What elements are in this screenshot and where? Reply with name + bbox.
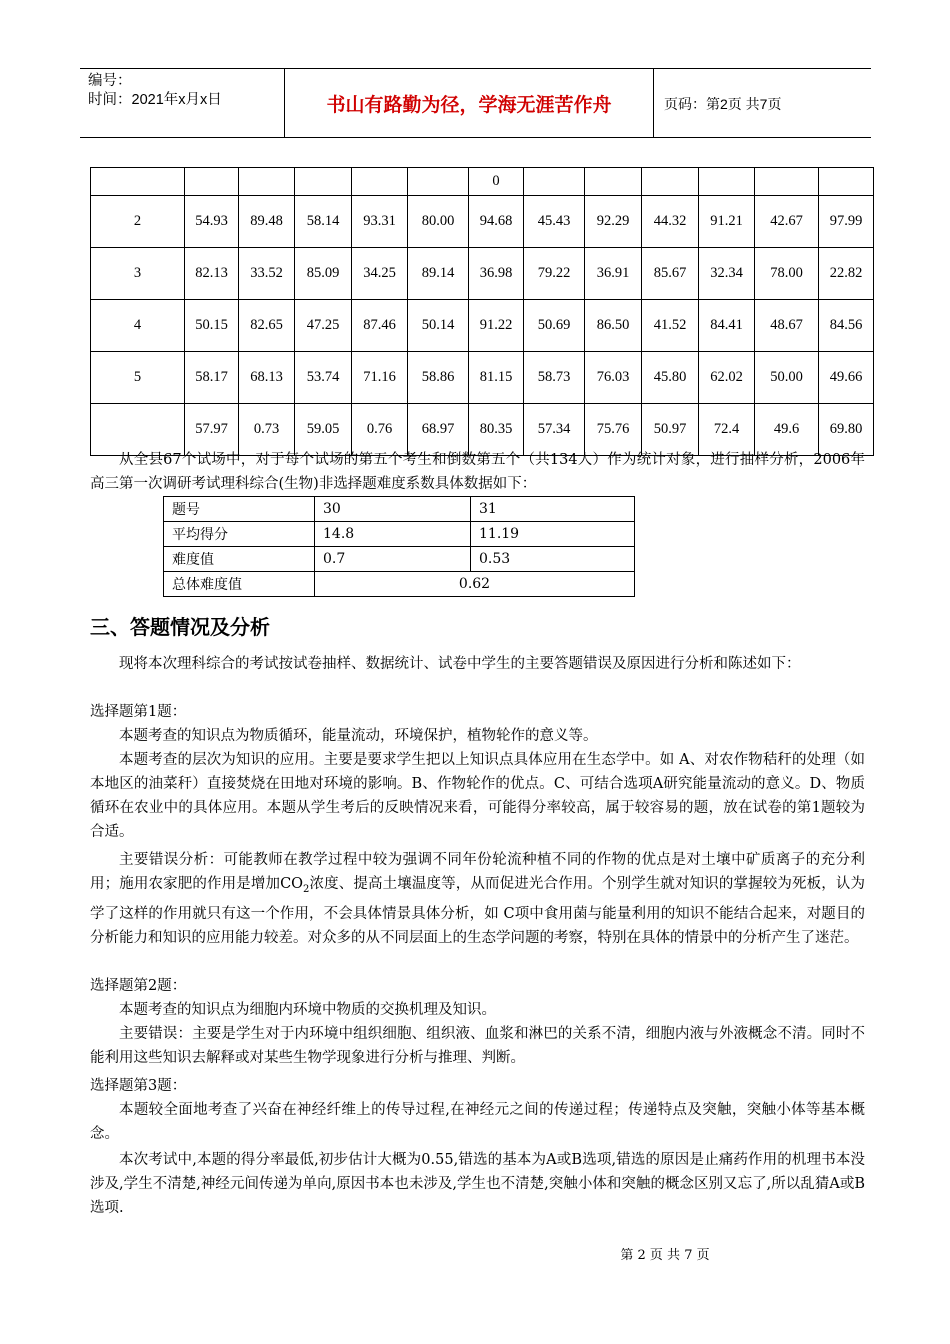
table-row [91,168,874,196]
table-cell: 58.17 [185,352,239,404]
table-cell: 57.97 [185,404,239,456]
table-row [164,497,635,522]
table-cell: 91.22 [469,300,524,352]
paragraph-part: 浓度、提高土壤温度等，从而促进光合作用。个别学生就对知识的掌握较为死板，认为学了这样的作用就只有这一个作用，不会具体情景具体分析，如 C项中食用菌与能量利用的知识不能结合起来，对题目的分析能力和知识的应用能力较差。对众多的从不同层面上的生态学问题的考察，特别在具体的情景中的分析产生了迷茫。 [90,876,865,946]
intro-paragraph: 从全县67个试场中，对于每个试场的第五个考生和倒数第五个（共134人）作为统计对象，进行抽样分析，2006年高三第一次调研考试理科综合(生物)非选择题难度系数具体数据如下： [90,452,865,492]
table-cell: 4 [91,300,185,352]
table-cell: 87.46 [352,300,408,352]
table-cell: 0 [469,168,524,196]
table-cell: 5 [91,352,185,404]
page-info: 页码：第2页 共7页 [664,96,782,112]
table-cell: 84.56 [819,300,874,352]
table-cell: 71.16 [352,352,408,404]
table-cell [699,168,755,196]
table-cell: 97.99 [819,196,874,248]
table-cell: 93.31 [352,196,408,248]
table-cell: 68.13 [239,352,295,404]
overall-difficulty-value: 0.62 [315,572,635,597]
paragraph: 本题较全面地考查了兴奋在神经纤维上的传导过程,在神经元之间的传递过程；传递特点及突触，突触小体等基本概念。 [90,1102,865,1142]
table-cell: 85.09 [295,248,352,300]
table-cell: 59.05 [295,404,352,456]
table-cell: 31 [471,497,635,522]
table-cell [755,168,819,196]
table-cell: 0.73 [239,404,295,456]
table-cell: 58.86 [408,352,469,404]
header-left-cell [80,69,285,137]
table-cell [585,168,642,196]
table-cell: 80.00 [408,196,469,248]
table-cell [91,168,185,196]
table-cell: 45.43 [524,196,585,248]
table-cell: 34.25 [352,248,408,300]
table-cell: 0.53 [471,547,635,572]
table-cell: 85.67 [642,248,699,300]
paragraph: 本次考试中,本题的得分率最低,初步估计大概为0.55,错选的基本为A或B选项,错选的原因是止痛药作用的机理书本没涉及,学生不清楚,神经元间传递为单向,原因书本也未涉及,学生也不清楚,突触小体和突触的概念区别又忘了,所以乱猜A或B选项. [90,1152,865,1216]
table-cell: 47.25 [295,300,352,352]
paragraph [90,848,865,950]
table-cell [239,168,295,196]
table-row [91,300,874,352]
paragraph: 本题考查的知识点为细胞内环境中物质的交换机理及知识。 [119,1002,496,1018]
table-cell: 50.14 [408,300,469,352]
table-cell [408,168,469,196]
table-cell: 79.22 [524,248,585,300]
table-cell: 58.73 [524,352,585,404]
table-cell: 82.13 [185,248,239,300]
header-right-cell [654,69,871,137]
table-cell [524,168,585,196]
table-cell: 30 [315,497,471,522]
table-cell [819,168,874,196]
subscript: 2 [303,883,310,895]
table-row [91,352,874,404]
table-cell: 89.48 [239,196,295,248]
table-cell: 89.14 [408,248,469,300]
time-label: 时间：2021年x月x日 [88,92,222,108]
paragraph: 本题考查的知识点为物质循环，能量流动，环境保护，植物轮作的意义等。 [119,728,598,744]
table-cell: 0.7 [315,547,471,572]
table-cell: 84.41 [699,300,755,352]
table-cell: 14.8 [315,522,471,547]
table-cell: 58.14 [295,196,352,248]
table-cell: 53.74 [295,352,352,404]
table-cell: 68.97 [408,404,469,456]
table-cell: 45.80 [642,352,699,404]
table-cell: 49.66 [819,352,874,404]
table-row [91,248,874,300]
table-row [91,196,874,248]
table-cell: 总体难度值 [164,572,315,597]
table-cell: 49.6 [755,404,819,456]
table-cell [295,168,352,196]
table-cell [642,168,699,196]
table-cell: 62.02 [699,352,755,404]
question-heading: 选择题第2题： [90,978,187,994]
table-cell: 32.34 [699,248,755,300]
table-cell: 11.19 [471,522,635,547]
table-cell: 72.4 [699,404,755,456]
table-cell: 2 [91,196,185,248]
table-cell: 22.82 [819,248,874,300]
table-cell: 91.21 [699,196,755,248]
table-cell [352,168,408,196]
number-label: 编号： [88,73,132,89]
section-title: 三、答题情况及分析 [90,615,270,639]
table-cell: 33.52 [239,248,295,300]
table-cell: 80.35 [469,404,524,456]
table-cell: 86.50 [585,300,642,352]
table-cell: 48.67 [755,300,819,352]
table-cell: 0.76 [352,404,408,456]
table-cell: 82.65 [239,300,295,352]
paragraph: 主要错误：主要是学生对于内环境中组织细胞、组织液、血浆和淋巴的关系不清，细胞内液与外液概念不清。同时不能利用这些知识去解释或对某些生物学现象进行分析与推理、判断。 [90,1026,865,1066]
table-cell: 平均得分 [164,522,315,547]
table-cell [185,168,239,196]
table-cell: 42.67 [755,196,819,248]
table-cell: 81.15 [469,352,524,404]
table-cell: 78.00 [755,248,819,300]
paragraph: 本题考查的层次为知识的应用。主要是要求学生把以上知识点具体应用在生态学中。如 A、对农作物秸秆的处理（如本地区的油菜秆）直接焚烧在田地对环境的影响。B、作物轮作的优点。C、可结合选项A研究能量流动的意义。D、物质循环在农业中的具体应用。本题从学生考后的反映情况来看，可能得分率较高，属于较容易的题，放在试卷的第1题较为合适。 [90,752,865,840]
table-cell: 50.69 [524,300,585,352]
table-row [164,547,635,572]
table-cell: 50.15 [185,300,239,352]
question-heading: 选择题第3题： [90,1078,187,1094]
table-cell: 76.03 [585,352,642,404]
table-cell: 92.29 [585,196,642,248]
table-row [164,572,635,597]
paragraph: 现将本次理科综合的考试按试卷抽样、数据统计、试卷中学生的主要答题错误及原因进行分析和陈述如下： [119,656,801,672]
table-cell: 57.34 [524,404,585,456]
table-cell: 36.98 [469,248,524,300]
paragraph-part: 主要错误分析：可能教师在教学过程中较为强调不同年份轮流种植不同的作物的优点是对土壤中矿质离子的充分利用；施用农家肥的作用是增加CO [90,852,865,892]
table-cell: 3 [91,248,185,300]
table-cell: 36.91 [585,248,642,300]
table-cell: 69.80 [819,404,874,456]
score-data-table [90,167,874,456]
header-middle-cell [285,69,654,137]
table-cell: 50.97 [642,404,699,456]
table-cell: 50.00 [755,352,819,404]
table-cell: 44.32 [642,196,699,248]
question-heading: 选择题第1题： [90,704,187,720]
table-cell: 54.93 [185,196,239,248]
motto: 书山有路勤为径，学海无涯苦作舟 [326,94,612,116]
table-cell: 41.52 [642,300,699,352]
table-cell: 75.76 [585,404,642,456]
page-header [80,68,871,138]
page-footer: 第 2 页 共 7 页 [620,1248,710,1263]
table-row [164,522,635,547]
table-cell: 94.68 [469,196,524,248]
table-cell: 题号 [164,497,315,522]
difficulty-table [163,496,635,597]
table-cell: 难度值 [164,547,315,572]
